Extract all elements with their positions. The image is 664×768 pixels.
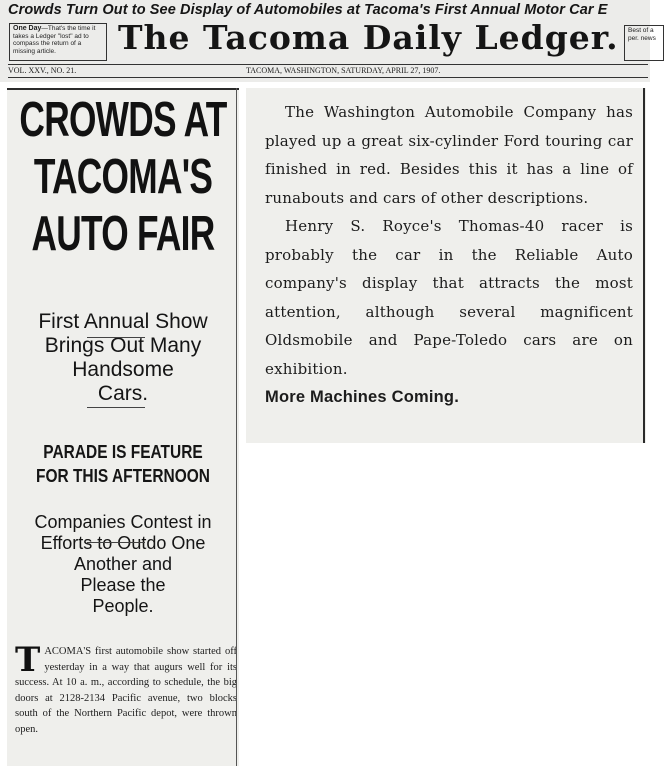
article-body-left: [15, 640, 237, 737]
subheadline-deck-3: [7, 512, 239, 617]
deck-line: Companies Contest in: [34, 512, 212, 532]
deck-line: Another and: [73, 554, 173, 574]
newspaper-header: [0, 0, 656, 82]
deck-separator: [87, 407, 145, 408]
deck-line: First Annual Show: [38, 310, 208, 333]
banner-headline: Crowds Turn Out to See Display of Automobiles at Tacoma's First Annual Motor Car E: [8, 2, 608, 18]
deck-line: People.: [92, 596, 154, 616]
deck-separator: [87, 337, 145, 338]
column-top-rule: [7, 88, 239, 90]
header-rule-top: [8, 64, 648, 65]
volume-number: VOL. XXV., NO. 21.: [8, 66, 77, 75]
left-article-column: [7, 88, 239, 766]
article-paragraph: Henry S. Royce's Thomas-40 racer is probably the car in the Reliable Auto company's display that attracts the most attention, although several magnificent Oldsmobile and Pape-Toledo cars are on exhibition.: [265, 217, 633, 378]
header-rule-bottom: [8, 77, 648, 78]
article-lead-text: ACOMA'S first automobile show started off yesterday in a way that augurs well for its success. At 10 a. m., according to schedule, the big doors at 2128-2134 Pacific avenue, two blocks south of the Northern Pacific depot, were thrown open.: [15, 646, 237, 735]
right-article-column: [246, 88, 646, 443]
headline-line: AUTO FAIR: [31, 207, 215, 261]
column-rule-right: [643, 88, 645, 443]
deck-line: Handsome: [72, 358, 174, 381]
deck-line: PARADE IS FEATURE: [43, 442, 203, 462]
drop-cap: T: [15, 640, 41, 680]
deck-line: FOR THIS AFTERNOON: [35, 466, 210, 486]
ear-box-right: Best of a per. news: [624, 25, 664, 61]
deck-separator: [87, 542, 145, 543]
subheadline-deck-1: [7, 310, 239, 406]
deck-line: Please the: [80, 575, 166, 595]
deck-line: Brings Out Many: [44, 334, 202, 357]
deck-line: Efforts to Outdo One: [40, 533, 206, 553]
headline-line: TACOMA'S: [33, 150, 213, 204]
deck-line: Cars.: [97, 382, 149, 405]
dateline-text: TACOMA, WASHINGTON, SATURDAY, APRIL 27, 1907.: [246, 66, 441, 75]
section-subhead: More Machines Coming.: [265, 388, 459, 406]
ear-left-text: —That's the time it takes a Ledger "lost" ad to compass the return of a missing article.: [13, 25, 96, 55]
ear-box-left: [9, 23, 107, 61]
headline-line: CROWDS AT: [19, 93, 227, 147]
masthead-title: The Tacoma Daily Ledger.: [118, 18, 619, 57]
main-headline: [7, 92, 239, 263]
subheadline-deck-2: [23, 440, 223, 488]
article-body-right: [265, 98, 633, 412]
column-rule-vertical: [236, 88, 237, 766]
ear-left-lead: One Day: [13, 25, 42, 32]
article-paragraph: The Washington Automobile Company has played up a great six-cylinder Ford touring car finished in red. Besides this it has a line of runabouts and cars of other descriptions.: [265, 103, 633, 207]
